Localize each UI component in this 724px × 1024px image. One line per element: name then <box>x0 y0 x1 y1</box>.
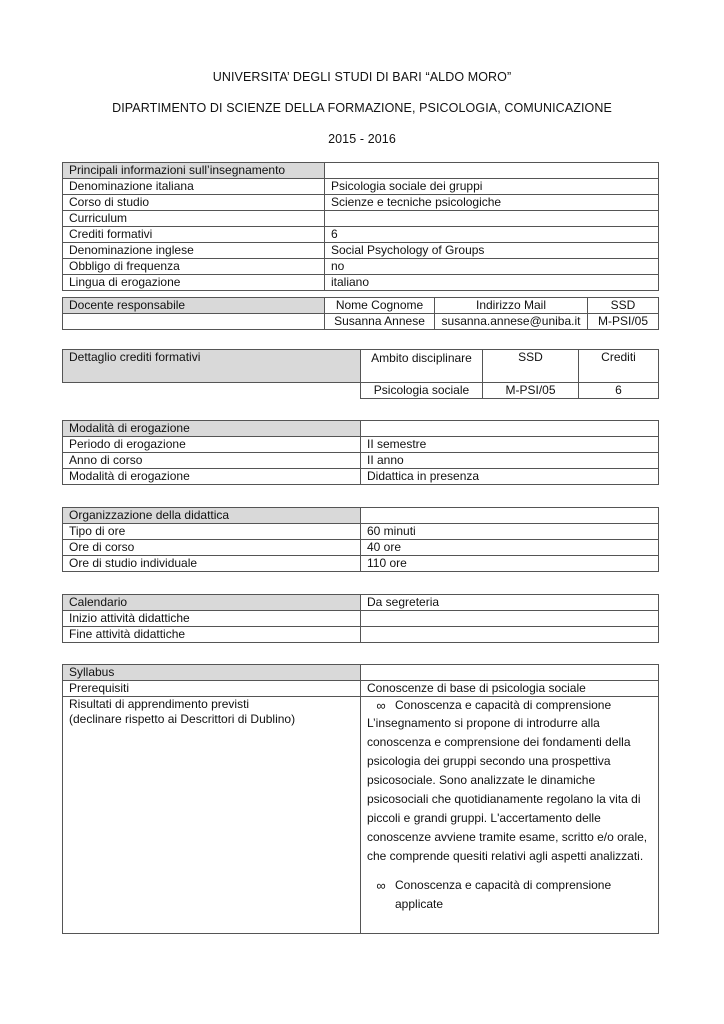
syllabus-title: Syllabus <box>63 665 361 681</box>
info-table <box>62 162 659 291</box>
table-row <box>63 298 659 314</box>
row-value <box>361 611 659 627</box>
credits-table <box>62 349 659 399</box>
table-row <box>63 665 659 681</box>
table-row <box>63 179 659 195</box>
docente-ssd: M-PSI/05 <box>588 314 659 330</box>
row-label: Fine attività didattiche <box>63 627 361 643</box>
risultati-label: Risultati di apprendimento previsti <box>69 697 250 711</box>
table-row <box>63 524 659 540</box>
row-label: Periodo di erogazione <box>63 437 361 453</box>
row-value: 110 ore <box>361 556 659 572</box>
docente-empty <box>63 314 325 330</box>
university-name: UNIVERSITA’ DEGLI STUDI DI BARI “ALDO MORO” <box>212 70 512 84</box>
risultati-paragraph: L’insegnamento si propone di introdurre alla conoscenza e comprensione dei fondamenti della psicologia dei gruppi secondo una prospettiva psicosociale. Sono analizzate le dinamiche psicosociali che quotidianamente regolano la vita di piccoli e grandi gruppi. L'accertamento delle conoscenze avviene tramite esame, scritto e/o orale, che comprende quesiti relativi agli aspetti analizzati. <box>367 716 648 863</box>
table-row <box>63 383 659 399</box>
organizzazione-title: Organizzazione della didattica <box>63 508 361 524</box>
credits-header-ambito: Ambito disciplinare <box>361 350 483 383</box>
credits-header-crediti: Crediti <box>579 350 659 383</box>
row-label: Modalità di erogazione <box>63 469 361 485</box>
docente-header-mail: Indirizzo Mail <box>435 298 588 314</box>
modalita-title: Modalità di erogazione <box>63 421 361 437</box>
docente-table <box>62 297 659 330</box>
row-value: II semestre <box>361 437 659 453</box>
calendario-title: Calendario <box>63 595 361 611</box>
table-row <box>63 540 659 556</box>
bullet-text: Conoscenza e capacità di comprensione <box>395 698 612 712</box>
infinity-bullet-icon: ∞ <box>376 698 386 713</box>
credits-title: Dettaglio crediti formativi <box>63 350 361 383</box>
row-label: Curriculum <box>63 211 325 227</box>
row-value: Psicologia sociale dei gruppi <box>325 179 659 195</box>
row-label: Lingua di erogazione <box>63 275 325 291</box>
row-value: Social Psychology of Groups <box>325 243 659 259</box>
info-title: Principali informazioni sull’insegnamento <box>63 163 325 179</box>
bullet-text: Conoscenza e capacità di comprensione applicate <box>395 878 612 911</box>
table-row <box>63 469 659 485</box>
row-value: 6 <box>325 227 659 243</box>
credits-empty <box>63 383 361 399</box>
credits-header-ssd: SSD <box>483 350 579 383</box>
table-row <box>63 556 659 572</box>
row-label: Corso di studio <box>63 195 325 211</box>
modalita-title-value <box>361 421 659 437</box>
row-value <box>325 211 659 227</box>
docente-header-ssd: SSD <box>588 298 659 314</box>
row-value: II anno <box>361 453 659 469</box>
credits-ssd: M-PSI/05 <box>483 383 579 399</box>
row-value: Didattica in presenza <box>361 469 659 485</box>
row-label: Anno di corso <box>63 453 361 469</box>
syllabus-title-value <box>361 665 659 681</box>
syllabus-table <box>62 664 659 934</box>
table-row <box>63 350 659 383</box>
table-row <box>63 195 659 211</box>
table-row <box>63 243 659 259</box>
row-label: Inizio attività didattiche <box>63 611 361 627</box>
table-row <box>63 697 659 934</box>
row-label: Obbligo di frequenza <box>63 259 325 275</box>
bullet-item <box>367 876 658 914</box>
academic-year: 2015 - 2016 <box>328 132 396 146</box>
row-value: italiano <box>325 275 659 291</box>
table-row <box>63 508 659 524</box>
risultati-content <box>361 697 659 934</box>
calendario-title-value: Da segreteria <box>361 595 659 611</box>
table-row <box>63 259 659 275</box>
table-row <box>63 681 659 697</box>
table-row <box>63 314 659 330</box>
table-row <box>63 211 659 227</box>
department-name: DIPARTIMENTO DI SCIENZE DELLA FORMAZIONE, PSICOLOGIA, COMUNICAZIONE <box>112 101 612 115</box>
table-row <box>63 421 659 437</box>
modalita-table <box>62 420 659 485</box>
table-row <box>63 227 659 243</box>
row-value: 40 ore <box>361 540 659 556</box>
docente-name: Susanna Annese <box>325 314 435 330</box>
table-row <box>63 611 659 627</box>
row-label: Denominazione italiana <box>63 179 325 195</box>
docente-label: Docente responsabile <box>63 298 325 314</box>
table-row <box>63 163 659 179</box>
bullet-item <box>367 697 658 714</box>
risultati-label-note: (declinare rispetto ai Descrittori di Dublino) <box>69 712 296 726</box>
prereq-label: Prerequisiti <box>63 681 361 697</box>
infinity-bullet-icon: ∞ <box>376 878 386 893</box>
row-value: no <box>325 259 659 275</box>
calendario-table <box>62 594 659 643</box>
row-value: 60 minuti <box>361 524 659 540</box>
table-row <box>63 595 659 611</box>
row-label: Ore di studio individuale <box>63 556 361 572</box>
row-label: Denominazione inglese <box>63 243 325 259</box>
organizzazione-title-value <box>361 508 659 524</box>
prereq-value: Conoscenze di base di psicologia sociale <box>361 681 659 697</box>
info-title-value <box>325 163 659 179</box>
docente-email[interactable]: susanna.annese@uniba.it <box>435 314 588 330</box>
table-row <box>63 275 659 291</box>
credits-crediti: 6 <box>579 383 659 399</box>
row-value: Scienze e tecniche psicologiche <box>325 195 659 211</box>
row-label: Crediti formativi <box>63 227 325 243</box>
table-row <box>63 437 659 453</box>
docente-header-name: Nome Cognome <box>325 298 435 314</box>
credits-ambito: Psicologia sociale <box>361 383 483 399</box>
row-label: Tipo di ore <box>63 524 361 540</box>
table-row <box>63 453 659 469</box>
organizzazione-table <box>62 507 659 572</box>
row-value <box>361 627 659 643</box>
row-label: Ore di corso <box>63 540 361 556</box>
risultati-label-cell <box>63 697 361 934</box>
table-row <box>63 627 659 643</box>
